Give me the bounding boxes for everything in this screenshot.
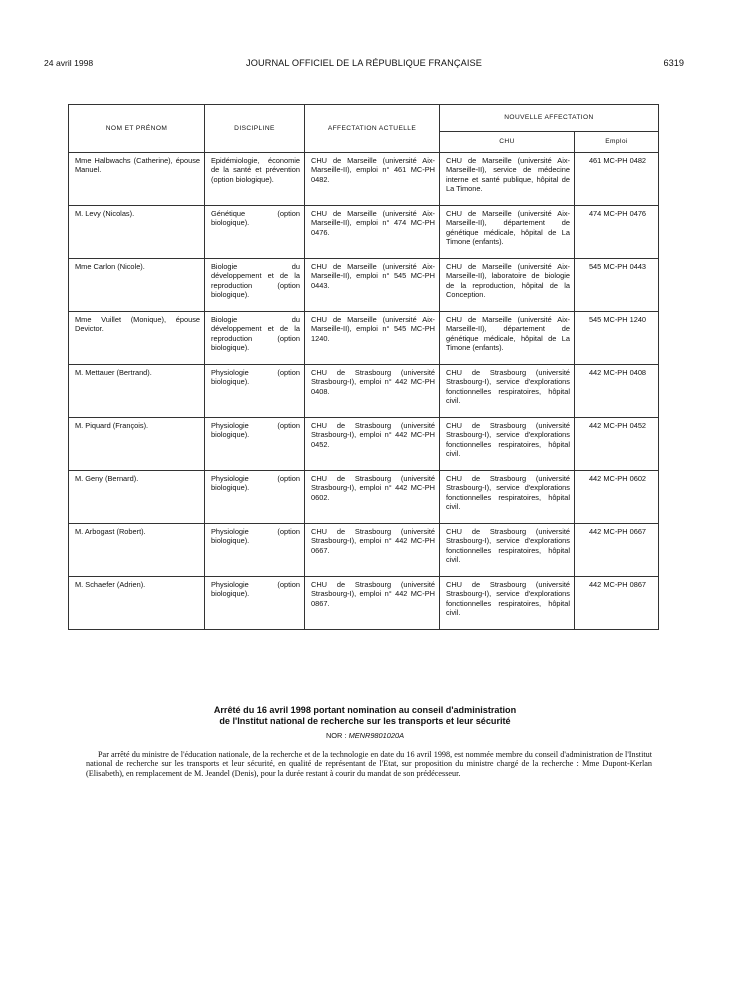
cell-discipline: Physiologie (option biologique).	[205, 524, 305, 577]
cell-emploi: 442 MC-PH 0408	[575, 365, 659, 418]
cell-nom: M. Mettauer (Bertrand).	[69, 365, 205, 418]
cell-discipline: Physiologie (option biologique).	[205, 471, 305, 524]
arrete-title	[140, 705, 590, 727]
cell-chu: CHU de Strasbourg (université Strasbourg-I), service d'explorations fonctionnelles respiratoires, hôpital civil.	[440, 524, 575, 577]
cell-nom: M. Arbogast (Robert).	[69, 524, 205, 577]
cell-chu: CHU de Marseille (université Aix-Marseille-II), service de médecine interne et santé publique, hôpital de La Timone.	[440, 153, 575, 206]
cell-nom: Mme Halbwachs (Catherine), épouse Manuel.	[69, 153, 205, 206]
cell-affectation-actuelle: CHU de Strasbourg (université Strasbourg-I), emploi n° 442 MC-PH 0667.	[305, 524, 440, 577]
cell-discipline: Physiologie (option biologique).	[205, 577, 305, 630]
cell-discipline: Epidémiologie, économie de la santé et prévention (option biologique).	[205, 153, 305, 206]
arrete-body: Par arrêté du ministre de l'éducation nationale, de la recherche et de la technologie en date du 16 avril 1998, est nommée membre du conseil d'administration de l'Institut national de recherche sur les transports et leur sécurité, en qualité de représentant de l'Etat, sur proposition du ministre chargé de la recherche : Mme Dupont-Kerlan (Elisabeth), en remplacement de M. Jeandel (Denis), pour la durée restant à courir du mandat de son prédécesseur.	[86, 750, 652, 778]
cell-nom: Mme Vuillet (Monique), épouse Devictor.	[69, 312, 205, 365]
cell-nom: M. Schaefer (Adrien).	[69, 577, 205, 630]
table-row	[69, 577, 659, 630]
cell-affectation-actuelle: CHU de Strasbourg (université Strasbourg-I), emploi n° 442 MC-PH 0867.	[305, 577, 440, 630]
cell-chu: CHU de Strasbourg (université Strasbourg-I), service d'explorations fonctionnelles respiratoires, hôpital civil.	[440, 418, 575, 471]
cell-chu: CHU de Strasbourg (université Strasbourg-I), service d'explorations fonctionnelles respiratoires, hôpital civil.	[440, 577, 575, 630]
header-title: JOURNAL OFFICIEL DE LA RÉPUBLIQUE FRANÇAISE	[246, 58, 482, 68]
header-date: 24 avril 1998	[44, 58, 94, 68]
col-header-chu: CHU	[440, 132, 575, 153]
cell-nom: M. Piquard (François).	[69, 418, 205, 471]
table-row	[69, 365, 659, 418]
cell-affectation-actuelle: CHU de Marseille (université Aix-Marseille-II), emploi n° 461 MC-PH 0482.	[305, 153, 440, 206]
header-page-number: 6319	[663, 58, 684, 68]
cell-emploi: 461 MC-PH 0482	[575, 153, 659, 206]
col-header-nouvelle-affectation: NOUVELLE AFFECTATION	[440, 105, 659, 132]
nor-label: NOR :	[325, 731, 347, 740]
cell-nom: Mme Carlon (Nicole).	[69, 259, 205, 312]
cell-chu: CHU de Strasbourg (université Strasbourg-I), service d'explorations fonctionnelles respiratoires, hôpital civil.	[440, 471, 575, 524]
cell-chu: CHU de Marseille (université Aix-Marseille-II), département de génétique médicale, hôpital de La Timone (enfants).	[440, 206, 575, 259]
col-header-affectation-actuelle: AFFECTATION ACTUELLE	[305, 105, 440, 153]
cell-affectation-actuelle: CHU de Strasbourg (université Strasbourg-I), emploi n° 442 MC-PH 0602.	[305, 471, 440, 524]
table-row	[69, 259, 659, 312]
table-row	[69, 153, 659, 206]
col-header-discipline: DISCIPLINE	[205, 105, 305, 153]
cell-discipline: Physiologie (option biologique).	[205, 365, 305, 418]
arrete-title-line-1: Arrêté du 16 avril 1998 portant nomination au conseil d'administration	[213, 705, 517, 715]
cell-discipline: Biologie du développement et de la reproduction (option biologique).	[205, 312, 305, 365]
cell-emploi: 545 MC-PH 1240	[575, 312, 659, 365]
cell-emploi: 442 MC-PH 0867	[575, 577, 659, 630]
cell-chu: CHU de Marseille (université Aix-Marseille-II), laboratoire de biologie de la reproduction, hôpital de la Conception.	[440, 259, 575, 312]
table-row	[69, 471, 659, 524]
table-row	[69, 418, 659, 471]
table-row	[69, 524, 659, 577]
cell-affectation-actuelle: CHU de Marseille (université Aix-Marseille-II), emploi n° 545 MC-PH 1240.	[305, 312, 440, 365]
cell-nom: M. Geny (Bernard).	[69, 471, 205, 524]
cell-emploi: 545 MC-PH 0443	[575, 259, 659, 312]
nor-value: MENR9801020A	[348, 731, 405, 740]
cell-emploi: 442 MC-PH 0667	[575, 524, 659, 577]
cell-emploi: 474 MC-PH 0476	[575, 206, 659, 259]
cell-discipline: Physiologie (option biologique).	[205, 418, 305, 471]
cell-emploi: 442 MC-PH 0452	[575, 418, 659, 471]
cell-emploi: 442 MC-PH 0602	[575, 471, 659, 524]
cell-chu: CHU de Marseille (université Aix-Marseille-II), département de génétique médicale, hôpital de La Timone (enfants).	[440, 312, 575, 365]
cell-chu: CHU de Strasbourg (université Strasbourg-I), service d'explorations fonctionnelles respiratoires, hôpital civil.	[440, 365, 575, 418]
arrete-title-line-2: de l'Institut national de recherche sur les transports et leur sécurité	[219, 716, 511, 726]
table-row	[69, 312, 659, 365]
cell-affectation-actuelle: CHU de Strasbourg (université Strasbourg-I), emploi n° 442 MC-PH 0408.	[305, 365, 440, 418]
cell-affectation-actuelle: CHU de Marseille (université Aix-Marseille-II), emploi n° 474 MC-PH 0476.	[305, 206, 440, 259]
col-header-emploi: Emploi	[575, 132, 659, 153]
col-header-nom: NOM ET PRÉNOM	[69, 105, 205, 153]
page-header	[44, 58, 684, 72]
cell-affectation-actuelle: CHU de Marseille (université Aix-Marseille-II), emploi n° 545 MC-PH 0443.	[305, 259, 440, 312]
nor-reference	[140, 731, 590, 740]
nominations-table	[68, 104, 659, 630]
cell-discipline: Biologie du développement et de la reproduction (option biologique).	[205, 259, 305, 312]
cell-affectation-actuelle: CHU de Strasbourg (université Strasbourg-I), emploi n° 442 MC-PH 0452.	[305, 418, 440, 471]
table-row	[69, 206, 659, 259]
cell-nom: M. Levy (Nicolas).	[69, 206, 205, 259]
cell-discipline: Génétique (option biologique).	[205, 206, 305, 259]
